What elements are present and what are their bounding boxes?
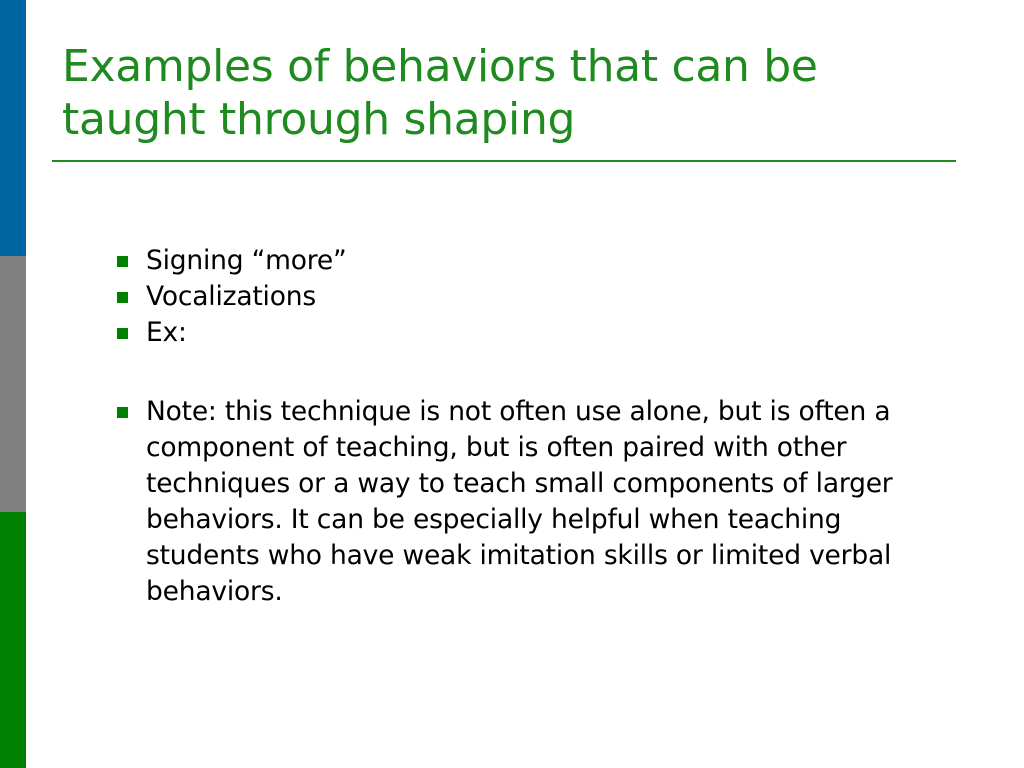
bullet-text: Ex:: [146, 317, 187, 348]
bullet-text: Signing “more”: [146, 245, 347, 276]
sidebar-gray-band: [0, 256, 26, 512]
bullet-list: [116, 243, 956, 610]
square-bullet-icon: [117, 407, 128, 418]
slide-title: Examples of behaviors that can be taught through shaping: [62, 41, 818, 145]
sidebar-blue-band: [0, 0, 26, 256]
bullet-item: [116, 394, 956, 610]
sidebar-green-band: [0, 512, 26, 768]
square-bullet-icon: [117, 328, 128, 339]
bullet-text: Vocalizations: [146, 281, 316, 312]
bullet-item: [116, 279, 956, 315]
bullet-item: [116, 315, 956, 351]
title-underline: [52, 160, 956, 162]
bullet-text: Note: this technique is not often use alone, but is often a component of teaching, but is often paired with other techniques or a way to teach small components of larger behaviors. It can be especially helpful when teaching students who have weak imitation skills or limited verbal behaviors.: [146, 396, 893, 607]
square-bullet-icon: [117, 256, 128, 267]
bullet-item: [116, 243, 956, 279]
square-bullet-icon: [117, 292, 128, 303]
